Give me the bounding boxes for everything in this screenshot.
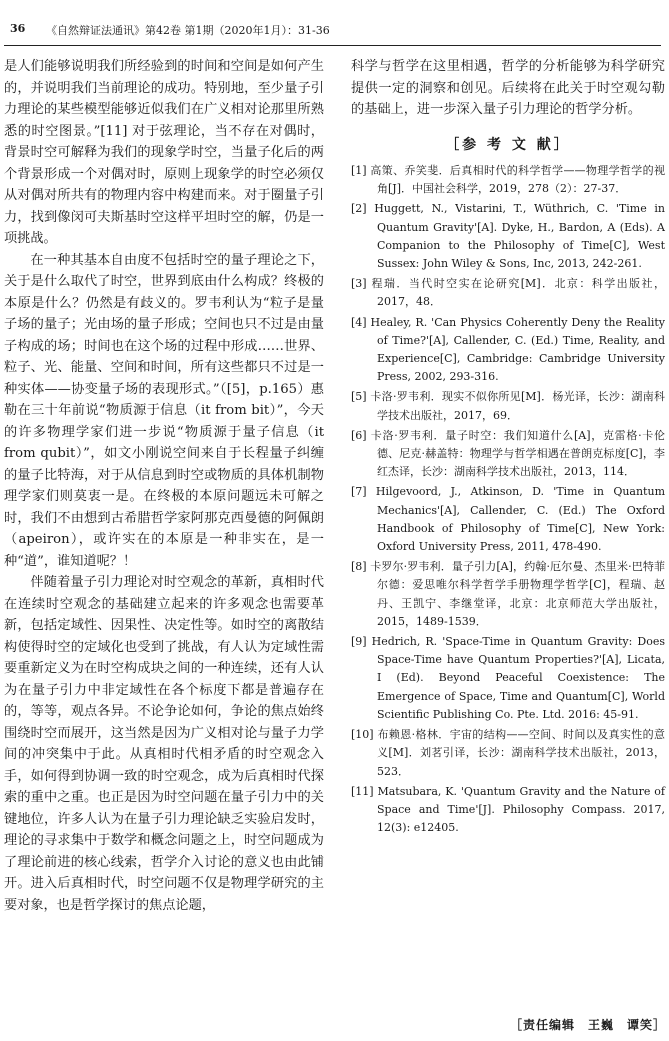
page-number: 36 — [10, 22, 26, 35]
editor-credit: ［责任编辑 王巍 谭笑］ — [510, 1018, 667, 1032]
page-header — [0, 0, 669, 40]
reference-item: [2] Huggett, N., Vistarini, T., Wüthrich, C. 'Time in Quantum Gravity'[A]. Dyke, H., Bardon, A (Eds). A Companion to the Philosophy of Time[C], West Sussex: John Wiley & Sons, Inc, 2013, 242-261. — [351, 202, 665, 271]
body-paragraph: 在一种其基本自由度不包括时空的量子理论之下，关于是什么取代了时空，世界到底由什么构成？终极的本原是什么？仍然是有歧义的。罗韦利认为“粒子是量子场的量子；光由场的量子形成；空间也只不过是由量子构成的场；时间也在这个场的过程中形成……世界、粒子、光、能量、空间和时间，所有这些都只不过是一种实体——协变量子场的表现形式。”（[5]，p.165）惠勒在三十年前说“物质源于信息（it from bit）”，今天的许多物理学家们进一步说“物质源于量子信息（it from qubit）”，如文小刚说空间来自于长程量子纠缠的量子比特海，对于从信息到时空或物质的具体机制物理学家们则莫衷一是。在终极的本原问题远未可解之时，我们不由想到古希腊哲学家阿那克西曼德的阿佩朗（apeiron），或许实在的本原是一种非实在，是一种“道”，谁知道呢？！ — [4, 252, 324, 569]
references-title: ［参 考 文 献］ — [445, 136, 571, 153]
reference-item: [9] Hedrich, R. 'Space-Time in Quantum Gravity: Does Space-Time have Quantum Properties?'[A], Licata, I (Ed). Beyond Peaceful Coexistence: The Emergence of Space, Time and Quantum[C], World Scientific Publishing Co. Pte. Ltd. 2016: 45-91. — [351, 635, 665, 721]
body-paragraph: 是人们能够说明我们所经验到的时间和空间是如何产生的，并说明我们当前理论的成功。特别地，至少量子引力理论的某些模型能够近似我们在广义相对论那里所熟悉的时空图景。”[11] 对于弦理论，当不存在对偶时，背景时空可解释为我们的现象学时空，当量子化后的两个背景形成一个对偶对时，原则上现象学的时空必须仅从对偶对所共有的物理内容中构建而来。对于圈量子引力，找到像闵可夫斯基时空这样平坦时空的解，仍是一项挑战。 — [4, 59, 324, 246]
reference-item: [7] Hilgevoord, J., Atkinson, D. 'Time in Quantum Mechanics'[A], Callender, C. (Ed.) The Oxford Handbook of Philosophy of Time[C], New York: Oxford University Press, 2011, 478-490. — [351, 485, 665, 554]
reference-item: [8] 卡罗尔·罗韦利．量子引力[A]，约翰·厄尔曼、杰里米·巴特菲尔德：爱思唯尔科学哲学手册物理学哲学[C]，程瑞、赵丹、王凯宁、李继堂译，北京：北京师范大学出版社，2015，1489-1539． — [351, 560, 665, 628]
reference-item: [1] 高策、乔笑斐．后真相时代的科学哲学——物理学哲学的视角[J]．中国社会科学，2019，278（2）：27-37． — [351, 164, 665, 196]
reference-item: [11] Matsubara, K. 'Quantum Gravity and the Nature of Space and Time'[J]. Philosophy Compass. 2017, 12(3): e12405. — [351, 784, 665, 835]
header-rule — [4, 45, 661, 46]
reference-item: [4] Healey, R. 'Can Physics Coherently Deny the Reality of Time?'[A], Callender, C. (Ed.) Time, Reality, and Experience[C], Cambridge: Cambridge University Press, 2002, 293-316. — [351, 315, 665, 384]
reference-item: [6] 卡洛·罗韦利．量子时空：我们知道什么[A]，克雷格·卡伦德、尼克·赫盖特：物理学与哲学相遇在普朗克标度[C]，李红杰译，长沙：湖南科学技术出版社，2013，114． — [351, 428, 665, 479]
reference-item: [3] 程瑞．当代时空实在论研究[M]．北京：科学出版社，2017，48． — [351, 277, 665, 309]
body-paragraph: 伴随着量子引力理论对时空观念的革新，真相时代在连续时空观念的基础建立起来的许多观念也需要革新，包括定域性、因果性、决定性等。如时空的离散结构使得时空的定域化也受到了挑战，有人认为定域性需要重新定义为在时空构成块之间的一种连续，还有人认为在量子引力中非定域性在各个标度下都是普遍存在的，等等，观点各异。不论争论如何，争论的焦点始终围绕时空而展开，这当然是因为广义相对论与量子力学间的冲突集中于此。从真相时代相矛盾的时空观念入手，如何得到协调一致的时空观念，成为后真相时代探索的重中之重。也正是因为时空问题在量子引力中的关键地位，许多人认为在量子引力理论缺乏实验启发时，理论的寻求集中于数学和概念问题之上，时空问题成为了理论前进的核心线索，哲学介入讨论的意义也由此铺开。进入后真相时代，时空问题不仅是物理学研究的主要对象，也是哲学探讨的焦点论题， — [4, 575, 324, 913]
reference-item: [5] 卡洛·罗韦利．现实不似你所见[M]．杨光译，长沙：湖南科学技术出版社，2017，69． — [351, 390, 665, 422]
left-column — [4, 56, 324, 916]
reference-item: [10] 布赖恩·格林．宇宙的结构——空间、时间以及真实性的意义[M]．刘茗引译，长沙：湖南科学技术出版社，2013，523． — [351, 728, 665, 778]
right-column — [351, 56, 665, 839]
running-title: 《自然辩证法通讯》第42卷 第1期（2020年1月）：31-36 — [46, 24, 330, 37]
reference-list — [351, 162, 665, 837]
body-paragraph: 科学与哲学在这里相遇，哲学的分析能够为科学研究提供一定的洞察和创见。后续将在此关于时空观勾勒的基础上，进一步深入量子引力理论的哲学分析。 — [351, 59, 665, 117]
